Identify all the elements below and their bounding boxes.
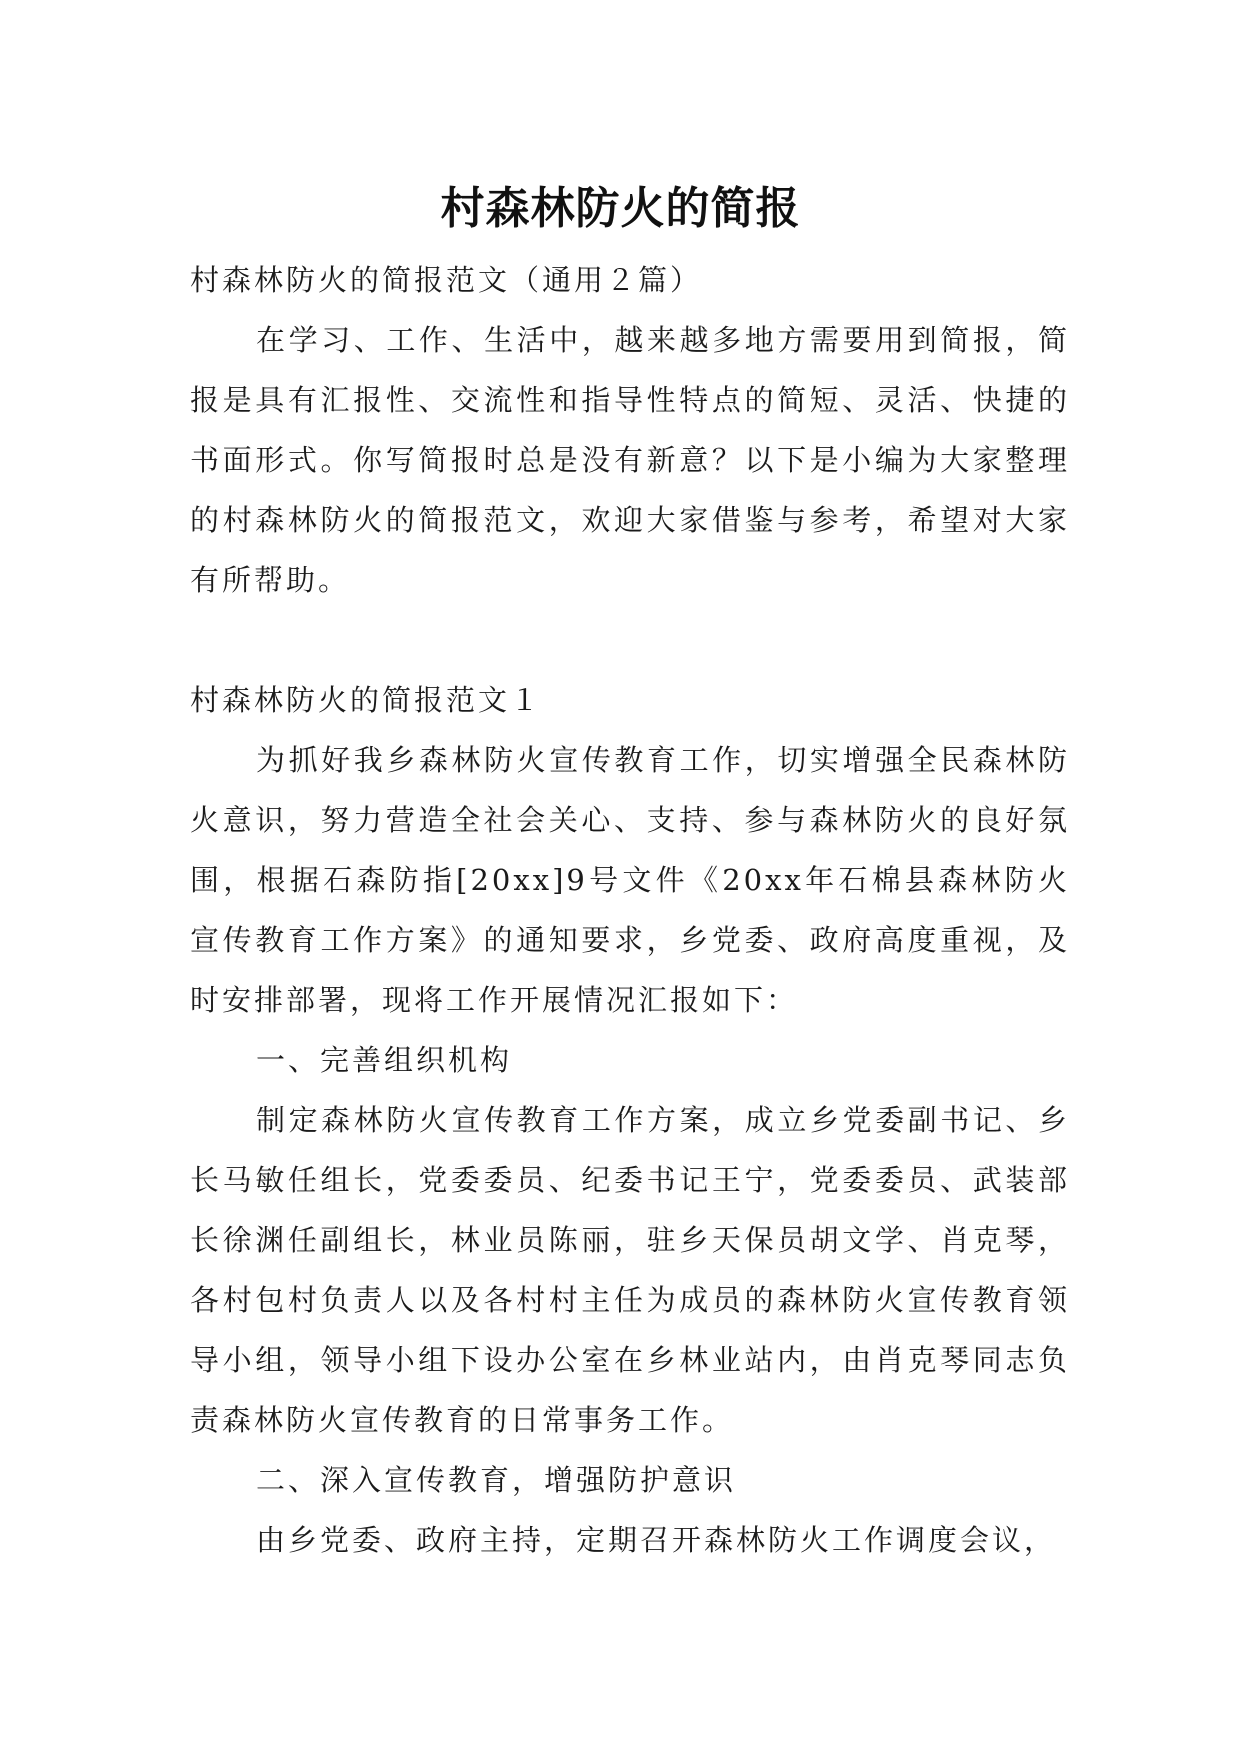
intro-paragraph: 在学习、工作、生活中，越来越多地方需要用到简报，简报是具有汇报性、交流性和指导性特点的简短、灵活、快捷的书面形式。你写简报时总是没有新意？以下是小编为大家整理的村森林防火的简报范文，欢迎大家借鉴与参考，希望对大家有所帮助。 (190, 323, 1070, 597)
body-paragraph: 制定森林防火宣传教育工作方案，成立乡党委副书记、乡长马敏任组长，党委委员、纪委书记王宁，党委委员、武装部长徐渊任副组长，林业员陈丽，驻乡天保员胡文学、肖克琴，各村包村负责人以及各村村主任为成员的森林防火宣传教育领导小组，领导小组下设办公室在乡林业站内，由肖克琴同志负责森林防火宣传教育的日常事务工作。 (190, 1103, 1070, 1437)
document-subtitle: 村森林防火的简报范文（通用２篇） (190, 263, 703, 297)
document-body (190, 250, 1070, 1570)
section-title: 村森林防火的简报范文１ (190, 683, 543, 717)
section-heading: 一、完善组织机构 (256, 1043, 513, 1077)
document-title: 村森林防火的简报 (440, 183, 801, 235)
body-paragraph: 由乡党委、政府主持，定期召开森林防火工作调度会议， (256, 1523, 1057, 1557)
section-spacer (190, 610, 1070, 670)
section-heading: 二、深入宣传教育，增强防护意识 (256, 1463, 737, 1497)
body-paragraph: 为抓好我乡森林防火宣传教育工作，切实增强全民森林防火意识，努力营造全社会关心、支持、参与森林防火的良好氛围，根据石森防指[20xx]9号文件《20xx年石棉县森林防火宣传教育工作方案》的通知要求，乡党委、政府高度重视，及时安排部署，现将工作开展情况汇报如下： (190, 743, 1070, 1017)
